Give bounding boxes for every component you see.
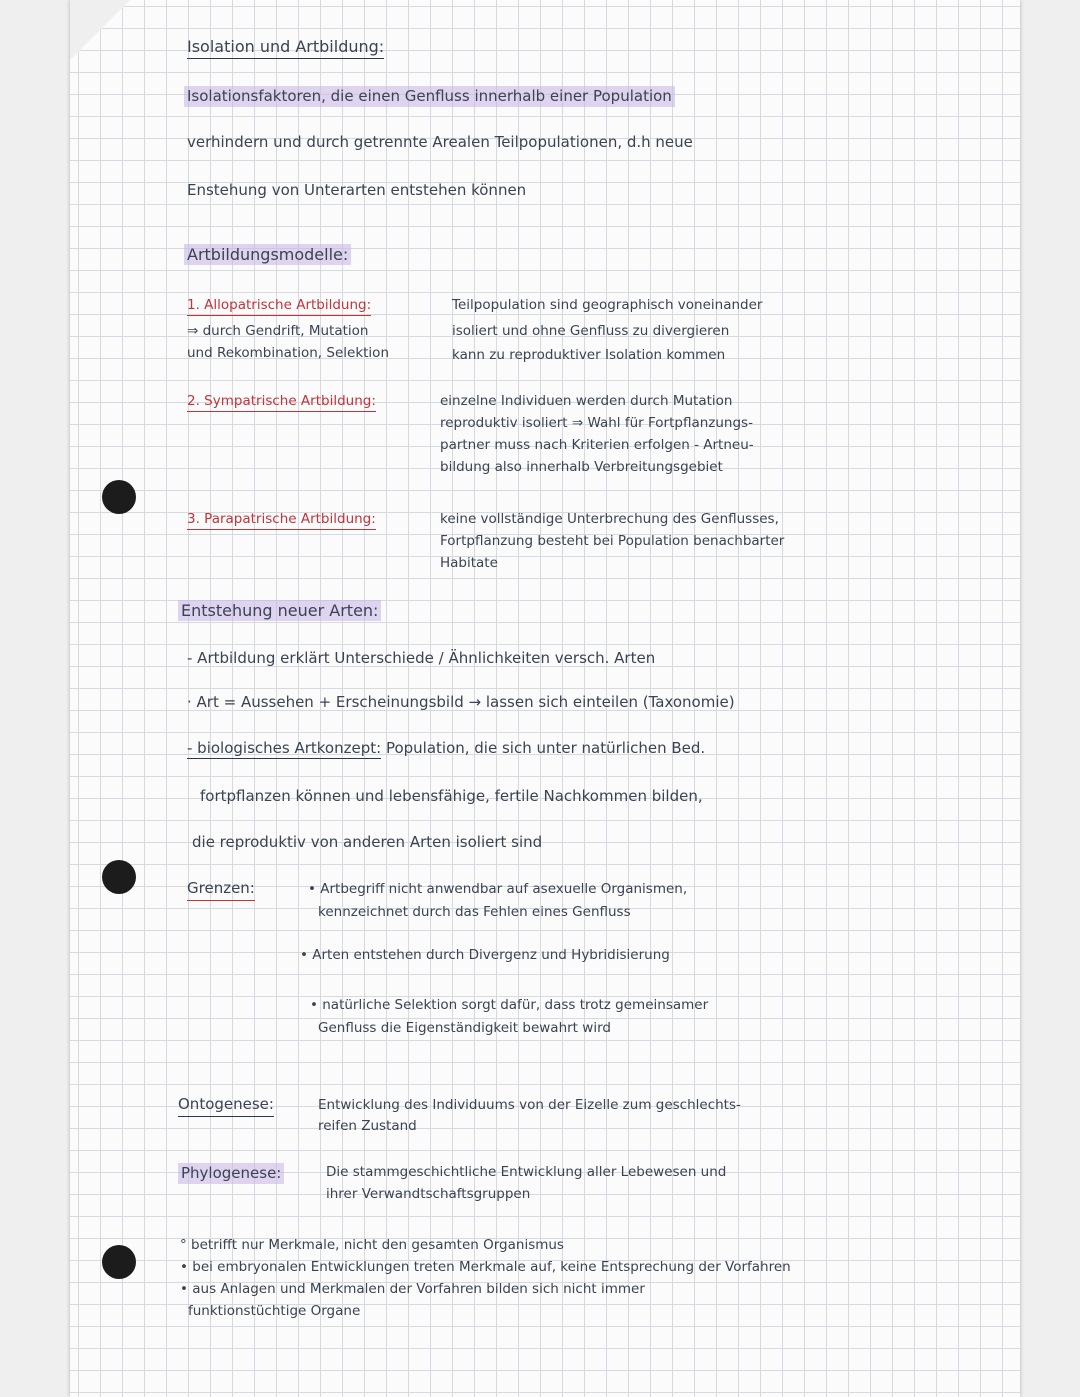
- parapatric-name: 3. Parapatrische Artbildung:: [187, 510, 376, 530]
- allopatric-text-1: Teilpopulation sind geographisch voneinander: [452, 297, 763, 313]
- folded-corner: [70, 0, 130, 60]
- sympatric-text-2: reproduktiv isoliert ⇒ Wahl für Fortpflanzungs-: [440, 415, 753, 431]
- intro-line-3: Enstehung von Unterarten entstehen können: [187, 181, 527, 199]
- sympatric-text-1: einzelne Individuen werden durch Mutation: [440, 393, 733, 409]
- punch-hole: [102, 860, 136, 894]
- page-title: Isolation und Artbildung:: [187, 36, 384, 59]
- note-2: • bei embryonalen Entwicklungen treten Merkmale auf, keine Entsprechung der Vorfahren: [180, 1259, 791, 1275]
- allopatric-side-2: und Rekombination, Selektion: [187, 345, 389, 361]
- note-3: • aus Anlagen und Merkmalen der Vorfahren bilden sich nicht immer: [180, 1281, 645, 1297]
- limit-3-line-1: • natürliche Selektion sorgt dafür, dass trotz gemeinsamer: [310, 997, 709, 1013]
- parapatric-text-3: Habitate: [440, 555, 498, 571]
- species-heading: Entstehung neuer Arten:: [178, 600, 381, 621]
- sympatric-name: 2. Sympatrische Artbildung:: [187, 392, 376, 412]
- punch-hole: [102, 480, 136, 514]
- phylogenese-label: Phylogenese:: [178, 1163, 284, 1184]
- models-heading: Artbildungsmodelle:: [184, 244, 351, 265]
- species-line-2: · Art = Aussehen + Erscheinungsbild → lassen sich einteilen (Taxonomie): [187, 693, 735, 711]
- parapatric-text-2: Fortpflanzung besteht bei Population benachbarter: [440, 533, 785, 549]
- limit-2-line-1: • Arten entstehen durch Divergenz und Hybridisierung: [300, 947, 670, 963]
- bio-concept-text-2: fortpflanzen können und lebensfähige, fertile Nachkommen bilden,: [200, 787, 703, 805]
- note-1: ° betrifft nur Merkmale, nicht den gesamten Organismus: [180, 1237, 564, 1253]
- allopatric-text-2: isoliert und ohne Genfluss zu divergieren: [452, 323, 730, 339]
- species-line-1: - Artbildung erklärt Unterschiede / Ähnlichkeiten versch. Arten: [187, 649, 656, 667]
- bio-concept-text-1: Population, die sich unter natürlichen Bed.: [381, 739, 706, 757]
- limit-1-line-1: • Artbegriff nicht anwendbar auf asexuelle Organismen,: [308, 881, 688, 897]
- punch-hole: [102, 1245, 136, 1279]
- intro-line-1: Isolationsfaktoren, die einen Genfluss innerhalb einer Population: [184, 86, 675, 107]
- phylogenese-text-1: Die stammgeschichtliche Entwicklung aller Lebewesen und: [326, 1164, 727, 1180]
- allopatric-text-3: kann zu reproduktiver Isolation kommen: [452, 347, 726, 363]
- limit-1-line-2: kennzeichnet durch das Fehlen eines Genfluss: [318, 904, 631, 920]
- bio-concept-label: - biologisches Artkonzept:: [187, 739, 382, 757]
- note-4: funktionstüchtige Organe: [188, 1303, 361, 1319]
- bio-concept-line-1: [187, 738, 705, 759]
- ontogenese-text-2: reifen Zustand: [318, 1118, 417, 1134]
- ontogenese-label: Ontogenese:: [178, 1094, 274, 1117]
- limits-label: Grenzen:: [187, 878, 255, 901]
- bio-concept-text-3: die reproduktiv von anderen Arten isoliert sind: [192, 833, 543, 851]
- allopatric-name: 1. Allopatrische Artbildung:: [187, 296, 371, 316]
- phylogenese-text-2: ihrer Verwandtschaftsgruppen: [326, 1186, 531, 1202]
- allopatric-side-1: ⇒ durch Gendrift, Mutation: [187, 323, 369, 339]
- parapatric-text-1: keine vollständige Unterbrechung des Genflusses,: [440, 511, 779, 527]
- ontogenese-text-1: Entwicklung des Individuums von der Eizelle zum geschlechts-: [318, 1097, 741, 1113]
- sympatric-text-4: bildung also innerhalb Verbreitungsgebiet: [440, 459, 723, 475]
- sympatric-text-3: partner muss nach Kriterien erfolgen - Artneu-: [440, 437, 754, 453]
- limit-3-line-2: Genfluss die Eigenständigkeit bewahrt wird: [318, 1020, 611, 1036]
- intro-line-2: verhindern und durch getrennte Arealen Teilpopulationen, d.h neue: [187, 133, 693, 151]
